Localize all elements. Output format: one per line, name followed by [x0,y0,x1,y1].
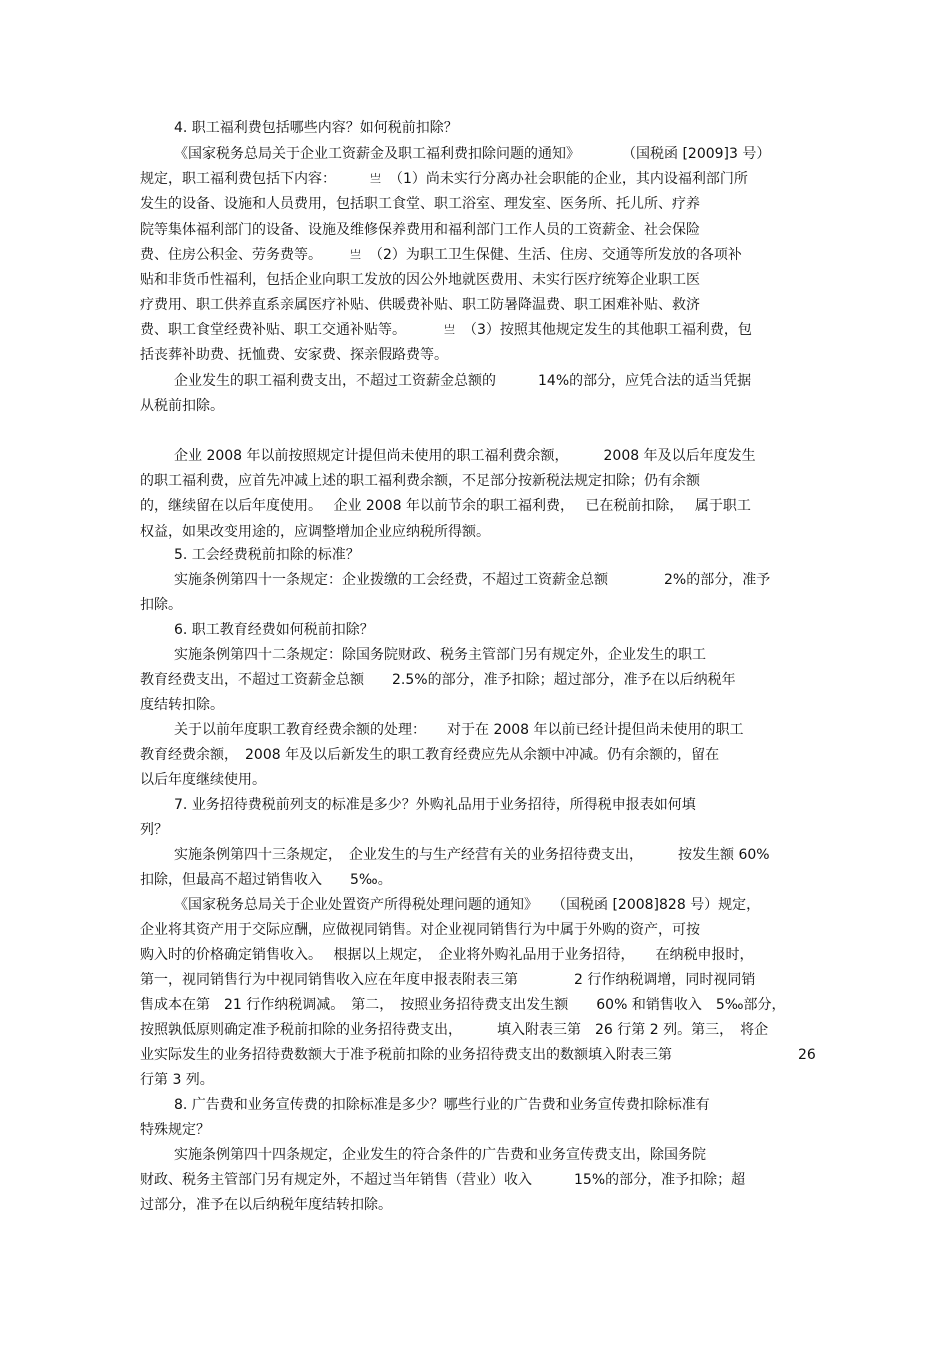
q4-p1-line-5 [140,246,742,264]
question-5-title: 5. 工会经费税前扣除的标准？ [174,547,360,563]
q8-p1-line-1: 实施条例第四十四条规定，企业发生的符合条件的广告费和业务宣传费支出，除国务院 [174,1147,706,1163]
q7-p2-line-5: 售成本在第 21 行作纳税调减。 第二， 按照业务招待费支出发生额 60% 和销售收入 5‰部分， [140,997,786,1013]
q4-p3-line-2: 的职工福利费，应首先冲减上述的职工福利费余额，不足部分按新税法规定扣除；仍有余额 [140,473,700,489]
q4-p3-line-1: 企业 2008 年以前按照规定计提但尚未使用的职工福利费余额， 2008 年及以后年度发生 [174,448,756,464]
q4-p1-line-2b: （1）尚未实行分离办社会职能的企业，其内设福利部门所 [389,171,748,187]
q4-p1-line-7: 疗费用、职工供养直系亲属医疗补贴、供暖费补贴、职工防暑降温费、职工困难补贴、救济 [140,297,700,313]
q6-p1-line-1: 实施条例第四十二条规定：除国务院财政、税务主管部门另有规定外，企业发生的职工 [174,647,706,663]
list-marker-icon: 亗 [370,172,381,185]
q4-p1-line-1: 《国家税务总局关于企业工资薪金及职工福利费扣除问题的通知》 （国税函 [2009]3 号） [174,146,771,162]
q4-p2-line-2: 从税前扣除。 [140,398,224,414]
q7-p2-line-3: 购入时的价格确定销售收入。 根据以上规定， 企业将外购礼品用于业务招待， 在纳税申报时， [140,947,754,963]
q7-p2-line-4: 第一，视同销售行为中视同销售收入应在年度申报表附表三第 2 行作纳税调增，同时视同销 [140,972,756,988]
q7-p1-line-1: 实施条例第四十三条规定， 企业发生的与生产经营有关的业务招待费支出， 按发生额 60% [174,847,770,863]
q6-p2-line-2: 教育经费余额， 2008 年及以后新发生的职工教育经费应先从余额中冲减。仍有余额的，留在 [140,747,720,763]
question-4-title: 4. 职工福利费包括哪些内容？如何税前扣除？ [174,120,458,136]
q8-p1-line-3: 过部分，准予在以后纳税年度结转扣除。 [140,1197,392,1213]
q4-p1-line-5b: （2）为职工卫生保健、生活、住房、交通等所发放的各项补 [369,247,742,263]
q7-p1-line-2: 扣除，但最高不超过销售收入 5‰。 [140,872,392,888]
list-marker-icon: 亗 [350,248,361,261]
q4-p2-line-1: 企业发生的职工福利费支出，不超过工资薪金总额的 14%的部分，应凭合法的适当凭据 [174,373,752,389]
q4-p1-line-5a: 费、住房公积金、劳务费等。 [140,247,322,263]
question-8-title-line-1: 8. 广告费和业务宣传费的扣除标准是多少？哪些行业的广告费和业务宣传费扣除标准有 [174,1097,710,1113]
question-8-title-line-2: 特殊规定？ [140,1122,210,1138]
question-7-title-line-1: 7. 业务招待费税前列支的标准是多少？外购礼品用于业务招待，所得税申报表如何填 [174,797,696,813]
q7-p2-line-2: 企业将其资产用于交际应酬，应做视同销售。对企业视同销售行为中属于外购的资产，可按 [140,922,700,938]
question-7-title-line-2: 列？ [140,822,168,838]
q4-p1-line-8 [140,321,752,339]
q4-p1-line-4: 院等集体福利部门的设备、设施及维修保养费用和福利部门工作人员的工资薪金、社会保险 [140,222,700,238]
q7-p2-line-6: 按照孰低原则确定准予税前扣除的业务招待费支出， 填入附表三第 26 行第 2 列。第三， 将企 [140,1022,769,1038]
q7-p2-line-8: 行第 3 列。 [140,1072,214,1088]
q7-p2-line-7: 业实际发生的业务招待费数额大于准予税前扣除的业务招待费支出的数额填入附表三第 26 [140,1047,816,1063]
q6-p2-line-3: 以后年度继续使用。 [140,772,266,788]
q5-p1-line-1: 实施条例第四十一条规定：企业拨缴的工会经费，不超过工资薪金总额 2%的部分，准予 [174,572,771,588]
q4-p1-line-8a: 费、职工食堂经费补贴、职工交通补贴等。 [140,322,406,338]
q4-p3-line-3: 的，继续留在以后年度使用。 企业 2008 年以前节余的职工福利费， 已在税前扣除， 属于职工 [140,498,751,514]
q5-p1-line-2: 扣除。 [140,597,182,613]
q6-p1-line-2: 教育经费支出，不超过工资薪金总额 2.5%的部分，准予扣除；超过部分，准予在以后纳税年 [140,672,736,688]
q4-p1-line-9: 括丧葬补助费、抚恤费、安家费、探亲假路费等。 [140,347,448,363]
q4-p1-line-2a: 规定，职工福利费包括下内容： [140,171,336,187]
q6-p1-line-3: 度结转扣除。 [140,697,224,713]
q4-p1-line-6: 贴和非货币性福利，包括企业向职工发放的因公外地就医费用、未实行医疗统筹企业职工医 [140,272,700,288]
q4-p1-line-2 [140,170,748,188]
list-marker-icon: 亗 [444,323,455,336]
q7-p2-line-1: 《国家税务总局关于企业处置资产所得税处理问题的通知》 （国税函 [2008]828 号）规定， [174,897,761,913]
q4-p3-line-4: 权益，如果改变用途的，应调整增加企业应纳税所得额。 [140,524,490,540]
q8-p1-line-2: 财政、税务主管部门另有规定外，不超过当年销售（营业）收入 15%的部分，准予扣除；超 [140,1172,746,1188]
q4-p1-line-8b: （3）按照其他规定发生的其他职工福利费，包 [463,322,752,338]
question-6-title: 6. 职工教育经费如何税前扣除？ [174,622,374,638]
q6-p2-line-1: 关于以前年度职工教育经费余额的处理： 对于在 2008 年以前已经计提但尚未使用的职工 [174,722,744,738]
q4-p1-line-3: 发生的设备、设施和人员费用，包括职工食堂、职工浴室、理发室、医务所、托儿所、疗养 [140,196,700,212]
